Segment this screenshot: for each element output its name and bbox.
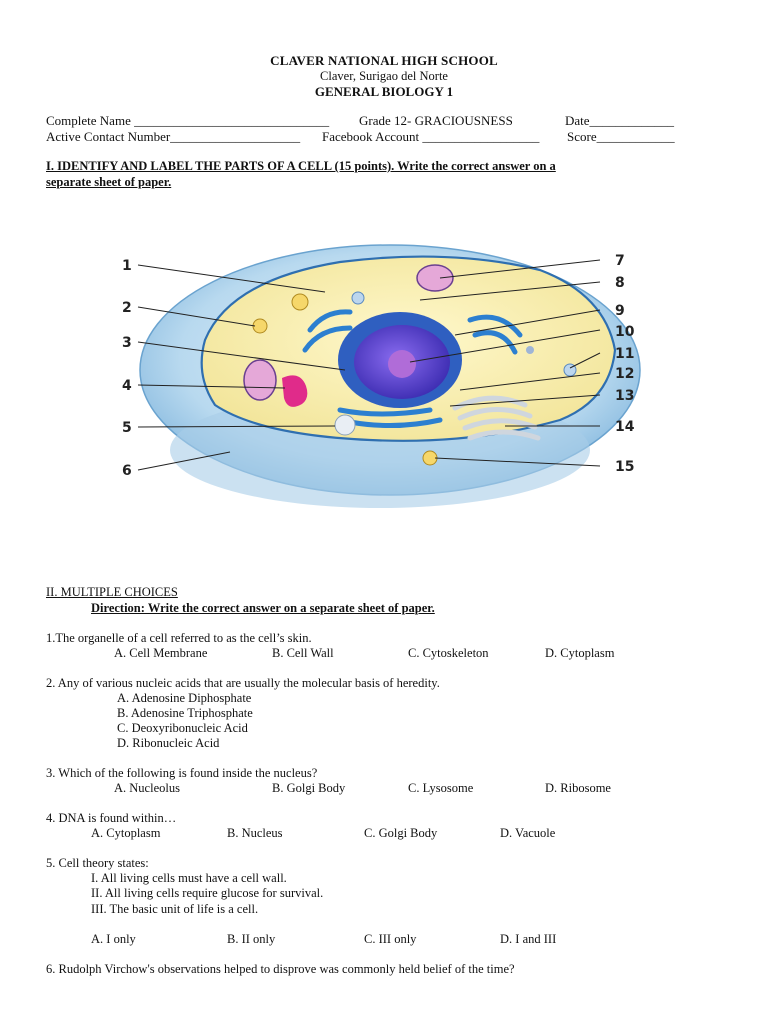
q2-option-a: A. Adenosine Diphosphate (117, 691, 252, 705)
subject-title: GENERAL BIOLOGY 1 (314, 84, 454, 99)
diagram-label-15: 15 (615, 459, 635, 475)
diagram-label-1: 1 (122, 258, 132, 274)
q4-option-a: A. Cytoplasm (91, 826, 161, 840)
school-name: CLAVER NATIONAL HIGH SCHOOL (270, 53, 498, 68)
vesicle-1 (352, 292, 364, 304)
question-3: 3. Which of the following is found inside the nucleus? (46, 766, 318, 780)
diagram-label-12: 12 (615, 366, 635, 382)
nucleolus (388, 350, 416, 378)
diagram-label-4: 4 (122, 378, 132, 394)
q5-option-b: B. II only (227, 932, 276, 946)
name-field: Complete Name ______________________________ (46, 113, 330, 128)
diagram-label-11: 11 (615, 346, 635, 362)
q3-option-c: C. Lysosome (408, 781, 474, 795)
q2-option-d: D. Ribonucleic Acid (117, 736, 220, 750)
q1-option-a: A. Cell Membrane (114, 646, 208, 660)
q2-option-c: C. Deoxyribonucleic Acid (117, 721, 248, 735)
q5-option-a: A. I only (91, 932, 136, 946)
q1-option-d: D. Cytoplasm (545, 646, 615, 660)
q3-option-a: A. Nucleolus (114, 781, 180, 795)
diagram-label-8: 8 (615, 275, 625, 291)
centriole (335, 415, 355, 435)
question-1: 1.The organelle of a cell referred to as the cell’s skin. (46, 631, 312, 645)
q5-statement-2: II. All living cells require glucose for survival. (91, 886, 324, 900)
q4-option-b: B. Nucleus (227, 826, 283, 840)
contact-field: Active Contact Number____________________ (46, 129, 301, 144)
cell-diagram (110, 240, 670, 540)
vesicle-6 (526, 346, 534, 354)
score-field: Score____________ (567, 129, 675, 144)
vesicle-4 (423, 451, 437, 465)
vesicle-3 (253, 319, 267, 333)
part2-title: II. MULTIPLE CHOICES (46, 585, 178, 599)
diagram-label-14: 14 (615, 419, 635, 435)
diagram-label-3: 3 (122, 335, 132, 351)
part1-title: I. IDENTIFY AND LABEL THE PARTS OF A CELL (15 points). Write the correct answer on a (46, 159, 556, 173)
q5-statement-3: III. The basic unit of life is a cell. (91, 902, 259, 916)
q1-option-c: C. Cytoskeleton (408, 646, 489, 660)
part2-direction: Direction: Write the correct answer on a separate sheet of paper. (91, 601, 435, 615)
question-6: 6. Rudolph Virchow's observations helped to disprove was commonly held belief of the time? (46, 962, 515, 976)
mitochondrion-left (244, 360, 276, 400)
grade-section: Grade 12- GRACIOUSNESS (359, 113, 513, 128)
q2-option-b: B. Adenosine Triphosphate (117, 706, 253, 720)
mitochondrion-top (417, 265, 453, 291)
diagram-label-6: 6 (122, 463, 132, 479)
date-field: Date_____________ (565, 113, 675, 128)
part1-title-cont: separate sheet of paper. (46, 175, 172, 189)
diagram-label-13: 13 (615, 388, 635, 404)
diagram-label-9: 9 (615, 303, 625, 319)
q5-statement-1: I. All living cells must have a cell wall. (91, 871, 287, 885)
question-5: 5. Cell theory states: (46, 856, 149, 870)
school-address: Claver, Surigao del Norte (320, 69, 448, 83)
diagram-label-7: 7 (615, 253, 625, 269)
facebook-field: Facebook Account __________________ (322, 129, 540, 144)
diagram-label-10: 10 (615, 324, 635, 340)
question-4: 4. DNA is found within… (46, 811, 177, 825)
q5-option-c: C. III only (364, 932, 417, 946)
vesicle-2 (292, 294, 308, 310)
diagram-label-5: 5 (122, 420, 132, 436)
q4-option-c: C. Golgi Body (364, 826, 438, 840)
q1-option-b: B. Cell Wall (272, 646, 334, 660)
q5-option-d: D. I and III (500, 932, 557, 946)
diagram-label-2: 2 (122, 300, 132, 316)
q3-option-d: D. Ribosome (545, 781, 611, 795)
q3-option-b: B. Golgi Body (272, 781, 346, 795)
q4-option-d: D. Vacuole (500, 826, 556, 840)
question-2: 2. Any of various nucleic acids that are usually the molecular basis of heredity. (46, 676, 440, 690)
